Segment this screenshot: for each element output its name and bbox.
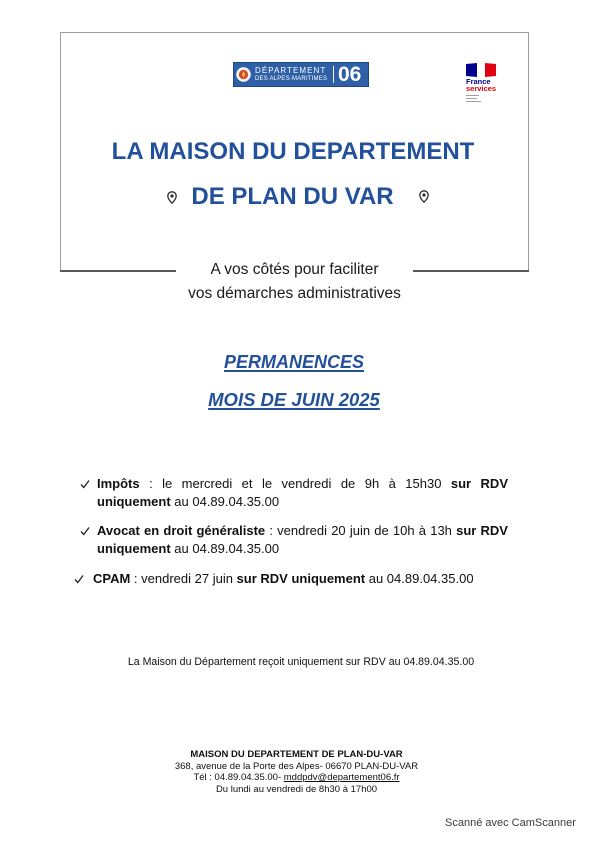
- department-logo-number: 06: [338, 63, 362, 86]
- list-item-phone: au 04.89.04.35.00: [170, 494, 280, 509]
- section-period-text: MOIS DE JUIN 2025: [208, 389, 380, 410]
- list-item-details: : le mercredi et le vendredi de 9h à 15h30: [139, 476, 451, 491]
- list-item-emphasis: sur RDV: [456, 523, 508, 538]
- location-pin-icon: [419, 190, 429, 203]
- list-item-label: CPAM: [93, 571, 131, 586]
- france-services-motto-line: [466, 95, 479, 96]
- list-item-details: : vendredi 20 juin de 10h à 13h: [265, 523, 457, 538]
- list-item-emphasis: uniquement: [97, 494, 171, 509]
- list-item-label: Impôts: [97, 476, 140, 491]
- list-item-details: : vendredi 27 juin: [130, 571, 237, 586]
- france-services-line1: France: [466, 77, 491, 86]
- france-services-motto-line: [466, 101, 481, 102]
- france-services-motto-line: [466, 98, 477, 99]
- list-item: [93, 570, 474, 588]
- department-logo-divider: [333, 66, 334, 83]
- list-item-line: [97, 522, 508, 540]
- footer-contact: [0, 749, 593, 796]
- page-title-line1: LA MAISON DU DEPARTEMENT: [111, 138, 475, 165]
- check-icon: [74, 574, 84, 584]
- list-item-phone: au 04.89.04.35.00: [365, 571, 474, 586]
- check-icon: [80, 479, 90, 489]
- scanner-watermark: Scanné avec CamScanner: [445, 817, 576, 829]
- list-item-phone: au 04.89.04.35.00: [170, 541, 280, 556]
- list-item-line: [93, 570, 474, 588]
- section-heading: [0, 351, 588, 373]
- department-emblem-icon: [236, 67, 251, 82]
- list-item-emphasis: sur RDV uniquement: [236, 571, 366, 586]
- footer-name: MAISON DU DEPARTEMENT DE PLAN-DU-VAR: [190, 749, 403, 760]
- footer-phone-line: [0, 772, 593, 784]
- list-item-line: [97, 540, 508, 558]
- subtitle-line1: A vos côtés pour faciliter: [210, 261, 379, 278]
- list-item: [97, 522, 508, 558]
- page-title-line2: DE PLAN DU VAR: [191, 183, 394, 210]
- france-services-logo: [463, 62, 503, 106]
- department-logo-line1: DÉPARTEMENT: [255, 66, 327, 75]
- list-item-emphasis: uniquement: [97, 541, 171, 556]
- list-item-emphasis: sur RDV: [450, 476, 508, 491]
- france-services-line2: services: [466, 84, 497, 93]
- subtitle-line2: vos démarches administratives: [188, 285, 401, 302]
- footer-address: 368, avenue de la Porte des Alpes- 06670 PLAN-DU-VAR: [174, 760, 419, 772]
- check-icon: [80, 526, 90, 536]
- marianne-flag-icon: [466, 63, 496, 77]
- list-item-line: [97, 493, 508, 511]
- section-heading-text: PERMANENCES: [223, 352, 365, 372]
- department-logo-line2: DES ALPES-MARITIMES: [255, 76, 328, 82]
- footer-email: mddpdv@departement06.fr: [283, 772, 400, 784]
- appointment-notice: La Maison du Département reçoit uniquement sur RDV au 04.89.04.35.00: [127, 656, 475, 668]
- department-logo: [233, 62, 369, 87]
- list-item-line: [97, 475, 508, 493]
- footer-phone: Tél : 04.89.04.35.00-: [193, 772, 284, 784]
- list-item: [97, 475, 508, 511]
- list-item-label: Avocat en droit généraliste: [97, 523, 266, 538]
- section-period: [0, 389, 588, 411]
- footer-hours: Du lundi au vendredi de 8h30 à 17h00: [215, 784, 378, 796]
